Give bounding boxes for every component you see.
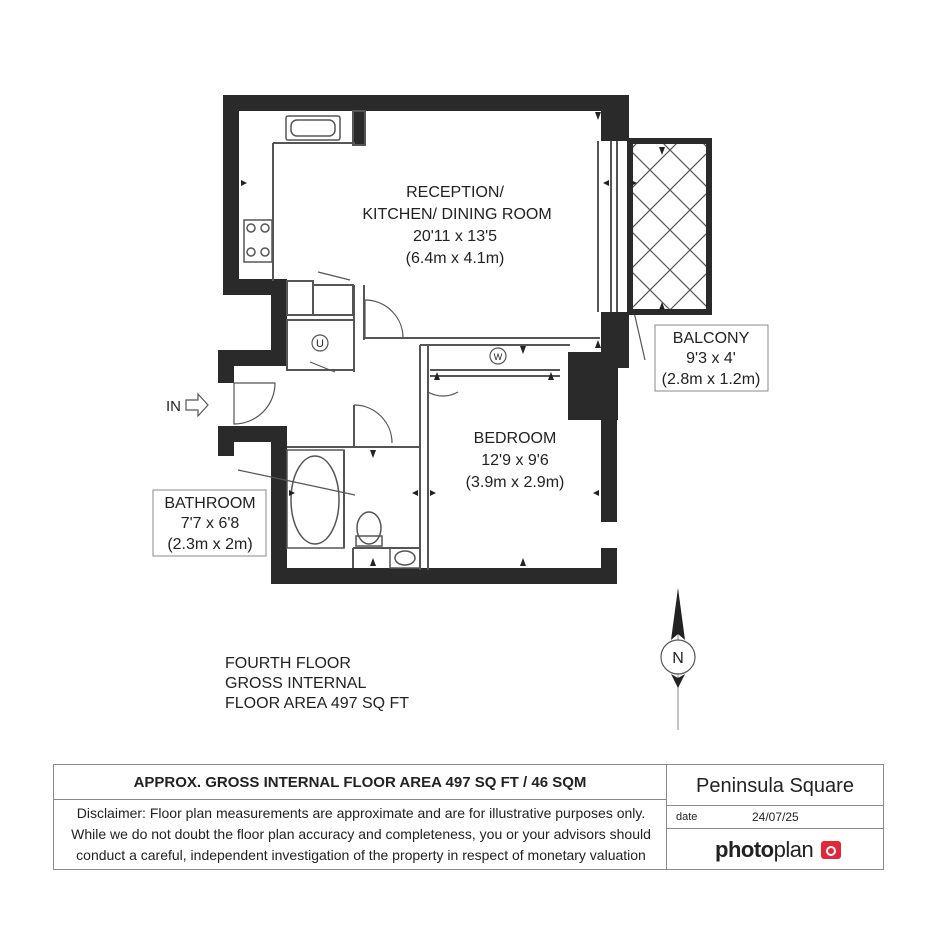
date-label: date bbox=[676, 811, 698, 823]
brand-part2: plan bbox=[773, 837, 814, 862]
entrance-arrow-icon bbox=[186, 394, 208, 416]
reception-imperial: 20'11 x 13'5 bbox=[412, 228, 498, 245]
bathtub-icon bbox=[287, 450, 344, 548]
camera-icon bbox=[821, 841, 841, 859]
kitchen-fixtures bbox=[244, 116, 340, 262]
hob-icon bbox=[244, 220, 272, 262]
floor-info-line2: GROSS INTERNAL bbox=[225, 675, 367, 692]
floor-info-line3: FLOOR AREA 497 SQ FT bbox=[225, 695, 410, 712]
disclaimer-line3: conduct a careful, independent investigation of the property in respect of monetary valuation bbox=[76, 847, 646, 863]
compass-label: N bbox=[672, 650, 684, 667]
bedroom-metric: (3.9m x 2.9m) bbox=[465, 474, 565, 491]
toilet-icon bbox=[356, 512, 382, 546]
basin-icon bbox=[390, 548, 420, 568]
property-name: Peninsula Square bbox=[667, 765, 883, 806]
bathroom-imperial: 7'7 x 6'8 bbox=[180, 515, 240, 532]
date-value: 24/07/25 bbox=[752, 810, 799, 824]
walls bbox=[218, 95, 629, 584]
reception-metric: (6.4m x 4.1m) bbox=[405, 250, 505, 267]
footer-left bbox=[54, 765, 667, 869]
brand-logo bbox=[715, 837, 813, 863]
balcony-metric: (2.8m x 1.2m) bbox=[661, 371, 761, 388]
footer-right bbox=[667, 765, 883, 869]
balcony-name: BALCONY bbox=[672, 330, 750, 347]
disclaimer bbox=[60, 803, 662, 866]
floor-info bbox=[225, 654, 409, 714]
bedroom-name: BEDROOM bbox=[473, 430, 557, 447]
bedroom-imperial: 12'9 x 9'6 bbox=[481, 452, 549, 469]
balcony-imperial: 9'3 x 4' bbox=[686, 350, 736, 367]
floor-info-line1: FOURTH FLOOR bbox=[225, 655, 351, 672]
entrance-label: IN bbox=[166, 398, 181, 415]
footer-panel bbox=[53, 764, 884, 870]
reception-name-line2: KITCHEN/ DINING ROOM bbox=[362, 206, 552, 223]
wardrobe-symbol-label: W bbox=[493, 352, 503, 362]
bathroom-metric: (2.3m x 2m) bbox=[167, 536, 253, 553]
brand-part1: photo bbox=[715, 837, 774, 862]
disclaimer-line2: While we do not doubt the floor plan accuracy and completeness, you or your advisors should bbox=[71, 826, 651, 842]
disclaimer-line1: Disclaimer: Floor plan measurements are approximate and are for illustrative purposes only. bbox=[76, 805, 646, 821]
bathroom-name: BATHROOM bbox=[164, 495, 256, 512]
date-row bbox=[667, 806, 883, 829]
utility-symbol-label: U bbox=[316, 338, 324, 350]
area-heading: APPROX. GROSS INTERNAL FLOOR AREA 497 SQ FT / 46 SQM bbox=[54, 765, 666, 800]
reception-name-line1: RECEPTION/ bbox=[406, 184, 504, 201]
